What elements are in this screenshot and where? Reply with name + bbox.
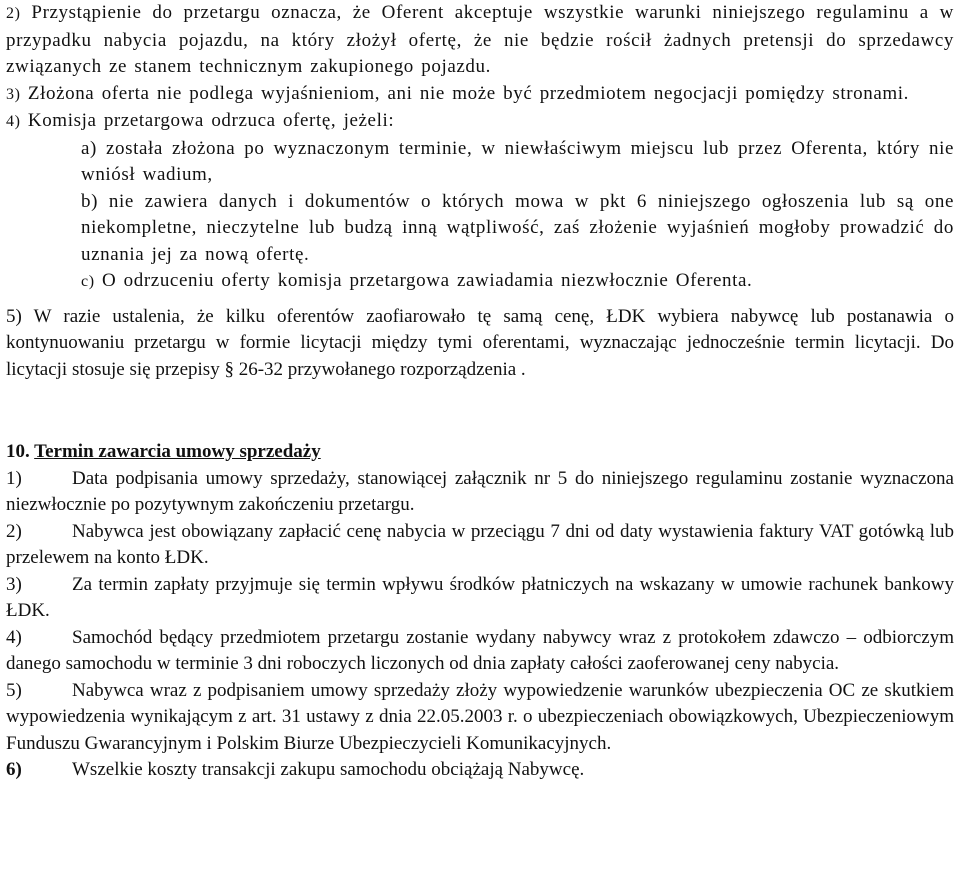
section-10-item-4	[6, 625, 954, 678]
paragraph-3	[6, 81, 954, 109]
section-10-item-5	[6, 678, 954, 758]
item-text: Nabywca jest obowiązany zapłacić cenę nabycia w przeciągu 7 dni od daty wystawienia faktury VAT gotówką lub przelewem na konto ŁDK.	[6, 520, 954, 568]
item-label: 3)	[6, 573, 22, 595]
item-text: Za termin zapłaty przyjmuje się termin wpływu środków płatniczych na wskazany w umowie rachunek bankowy ŁDK.	[6, 573, 954, 621]
paragraph-number: 4)	[6, 113, 21, 130]
item-label: 2)	[6, 520, 22, 542]
section-10-heading	[6, 439, 954, 466]
section-10-item-6	[6, 757, 954, 784]
item-text: Nabywca wraz z podpisaniem umowy sprzedaży złoży wypowiedzenie warunków ubezpieczenia OC ze skutkiem wypowiedzenia wynikającym z art. 31 ustawy z dnia 22.05.2003 r. o ubezpieczeniach obowiązkowych, Ubezpieczeniowym Funduszu Gwarancyjnym i Polskim Biurze Ubezpieczycieli Komunikacyjnych.	[6, 679, 954, 754]
item-label: 4)	[6, 626, 22, 648]
item-label: 6)	[6, 759, 22, 780]
paragraph-text: Złożona oferta nie podlega wyjaśnieniom, ani nie może być przedmiotem negocjacji pomiędzy stronami.	[27, 82, 910, 104]
paragraph-text: Przystąpienie do przetargu oznacza, że Oferent akceptuje wszystkie warunki niniejszego regulaminu a w przypadku nabycia pojazdu, na który złożył ofertę, że nie będzie rościł żadnych pretensji do sprzedawcy związanych ze stanem technicznym zakupionego pojazdu.	[6, 2, 954, 77]
section-title: Termin zawarcia umowy sprzedaży	[34, 441, 321, 462]
item-text: Data podpisania umowy sprzedaży, stanowiącej załącznik nr 5 do niniejszego regulaminu zostanie wyznaczona niezwłocznie po pozytywnym zakończeniu przetargu.	[6, 467, 954, 515]
paragraph-2	[6, 0, 954, 81]
paragraph-4-item-a: a) została złożona po wyznaczonym terminie, w niewłaściwym miejscu lub przez Oferenta, który nie wniósł wadium,	[81, 137, 954, 185]
paragraph-text: Komisja przetargowa odrzuca ofertę, jeżeli:	[27, 110, 395, 131]
paragraph-4	[6, 108, 954, 136]
paragraph-5: 5) W razie ustalenia, że kilku oferentów zaofiarowało tę samą cenę, ŁDK wybiera nabywcę lub postanawia o kontynuowaniu przetargu w formie licytacji między tymi oferentami, wyznaczając jednocześnie termin licytacji. Do licytacji stosuje się przepisy § 26-32 przywołanego rozporządzenia .	[6, 305, 954, 380]
document-page	[6, 0, 954, 784]
item-label: 5)	[6, 679, 22, 701]
item-text: Wszelkie koszty transakcji zakupu samochodu obciążają Nabywcę.	[72, 759, 585, 780]
item-label: c)	[81, 273, 95, 290]
section-10-item-1	[6, 466, 954, 519]
paragraph-4-item-c	[81, 268, 954, 296]
section-10-item-3	[6, 572, 954, 625]
section-number: 10.	[6, 441, 30, 462]
paragraph-4-item-b: b) nie zawiera danych i dokumentów o których mowa w pkt 6 niniejszego ogłoszenia lub są one niekompletne, nieczytelne lub budzą inną wątpliwość, zaś złożenie wyjaśnień mogłoby prowadzić do uznania jej za nową ofertę.	[81, 190, 954, 265]
paragraph-number: 2)	[6, 5, 21, 22]
section-10-item-2	[6, 519, 954, 572]
item-label: 1)	[6, 467, 22, 489]
paragraph-number: 3)	[6, 85, 21, 103]
item-text: Samochód będący przedmiotem przetargu zostanie wydany nabywcy wraz z protokołem zdawczo – odbiorczym danego samochodu w terminie 3 dni roboczych liczonych od dnia zapłaty całości zaoferowanej ceny nabycia.	[6, 626, 954, 674]
item-text: O odrzuceniu oferty komisja przetargowa zawiadamia niezwłocznie Oferenta.	[102, 270, 753, 291]
